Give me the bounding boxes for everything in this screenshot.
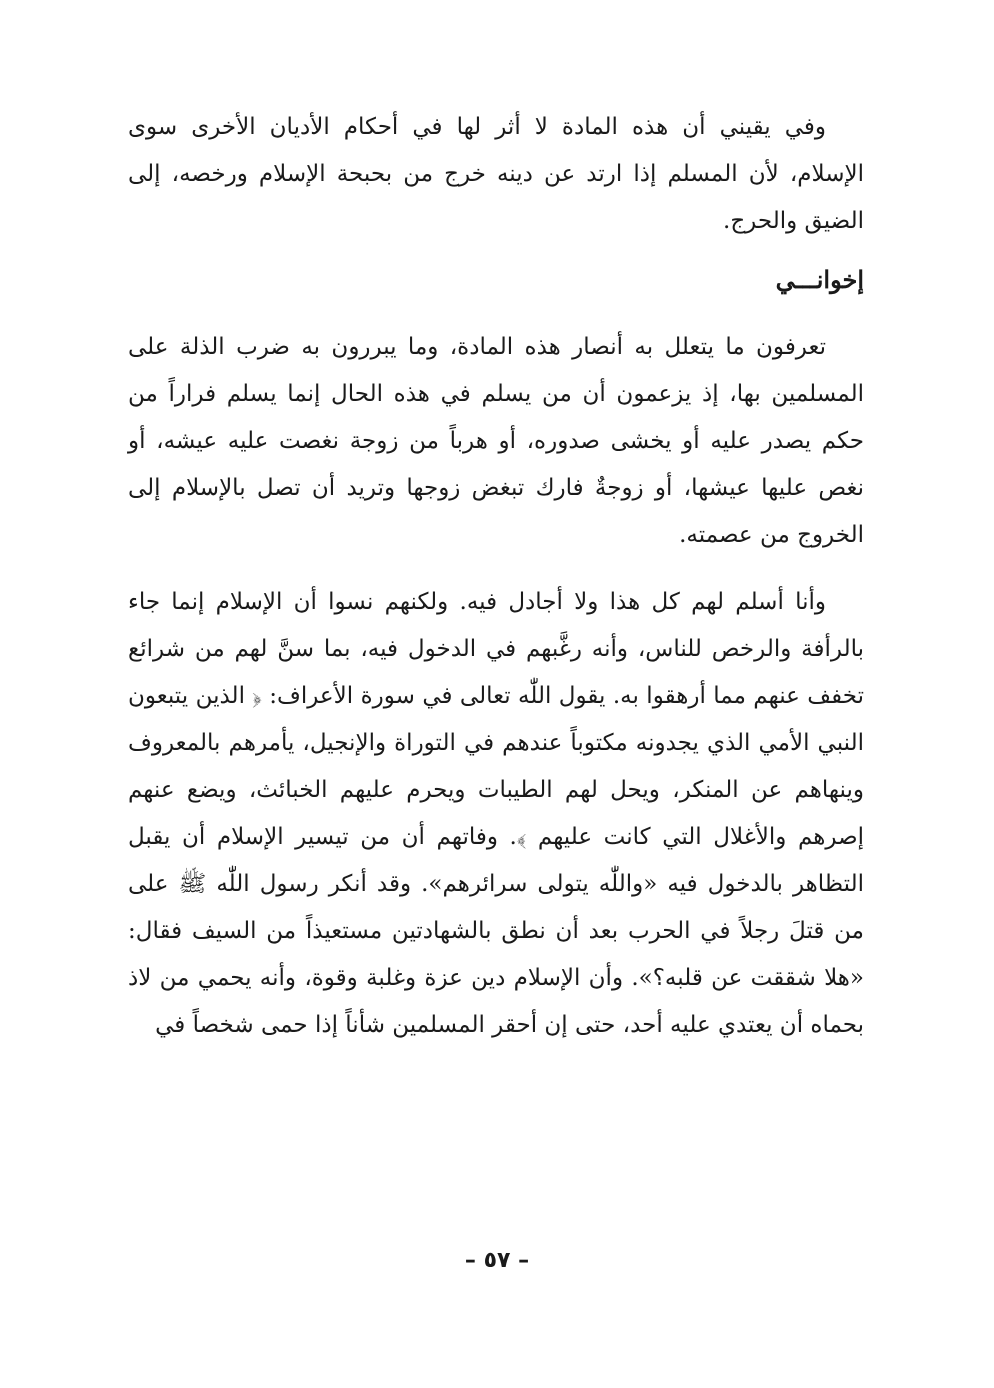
paragraph-justification: تعرفون ما يتعلل به أنصار هذه المادة، وما يبررون به ضرب الذلة على المسلمين بها، إذ يزعمون أن من يسلم في هذه الحال إنما يسلم فراراً من حكم يصدر عليه أو يخشى صدوره، أو هرباً من زوجة نغصت عليه عيشه، أو نغص عليها عيشها، أو زوجةٌ فارك تبغض زوجها وتريد أن تصل بالإسلام إلى الخروج من عصمته. xyxy=(128,334,865,548)
page-number: – ٥٧ – xyxy=(464,1248,530,1273)
section-heading: إخوانـــي xyxy=(775,265,864,294)
text-column xyxy=(128,104,864,1049)
paragraph-response: وأنا أسلم لهم كل هذا ولا أجادل فيه. ولكنهم نسوا أن الإسلام إنما جاء بالرأفة والرخص للناس، وأنه رغَّبهم في الدخول فيه، بما سنَّ لهم من شرائع تخفف عنهم مما أرهقوا به. يقول اللّٰه تعالى في سورة الأعراف: ﴿ الذين يتبعون النبي الأمي الذي يجدونه مكتوباً عندهم في التوراة والإنجيل، يأمرهم بالمعروف وينهاهم عن المنكر، ويحل لهم الطيبات ويحرم عليهم الخبائث، ويضع عنهم إصرهم والأغلال التي كانت عليهم ﴾. وفاتهم أن من تيسير الإسلام أن يقبل التظاهر بالدخول فيه «واللّٰه يتولى سرائرهم». وقد أنكر رسول اللّٰه ﷺ على من قتلَ رجلاً في الحرب بعد أن نطق بالشهادتين مستعيذاً من السيف فقال: «هلا شققت عن قلبه؟». وأن الإسلام دين عزة وغلبة وقوة، وأنه يحمي من لاذ بحماه أن يعتدي عليه أحد، حتى إن أحقر المسلمين شأناً إذا حمى شخصاً في xyxy=(128,589,865,1038)
paragraph-opening: وفي يقيني أن هذه المادة لا أثر لها في أحكام الأديان الأخرى سوى الإسلام، لأن المسلم إذا ارتد عن دينه خرج من بحبحة الإسلام ورخصه، إلى الضيق والحرج. xyxy=(128,114,864,234)
